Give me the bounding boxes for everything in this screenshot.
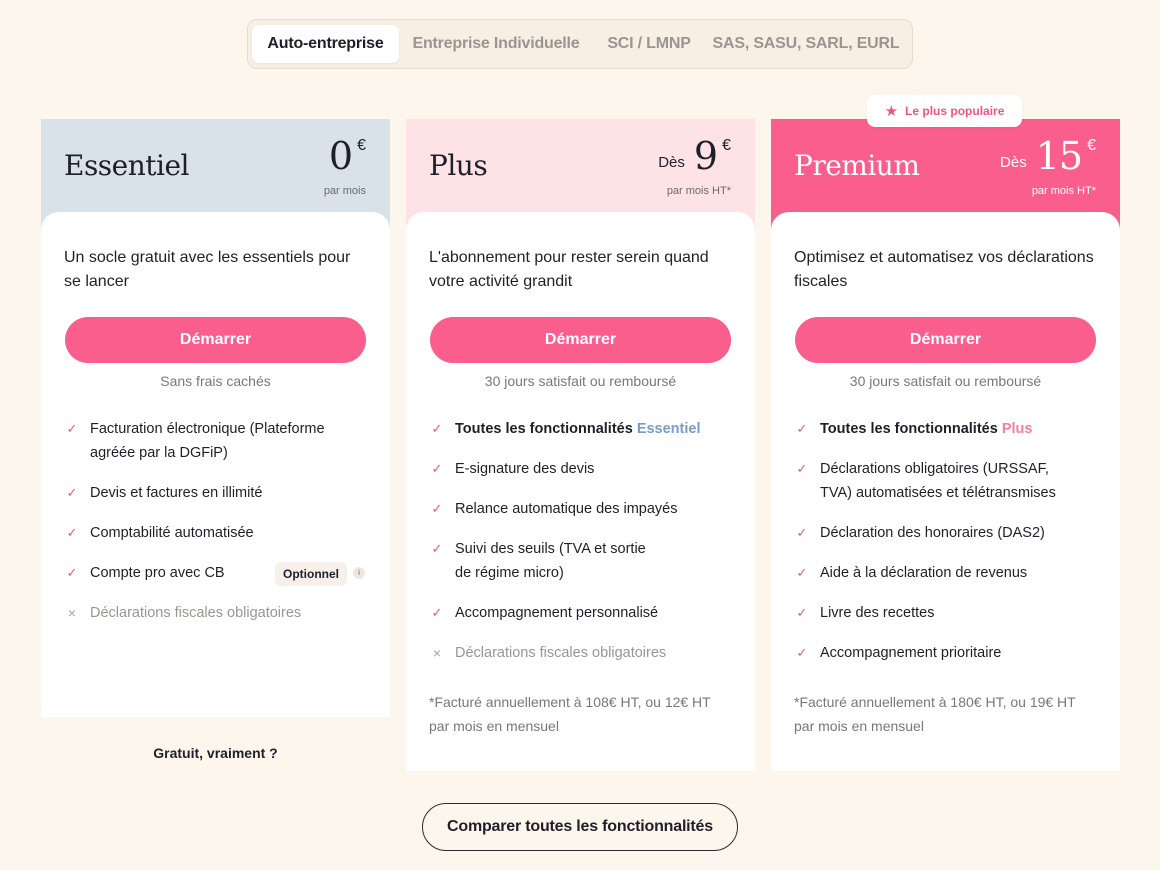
feature-item: ✓ Déclaration des honoraires (DAS2) (795, 521, 1095, 545)
feature-list (795, 417, 1095, 681)
plan-description: Un socle gratuit avec les essentiels pour se lancer (64, 249, 351, 290)
feature-item: ✓ Déclarations obligatoires (URSSAF, TVA) automatisées et télétransmises (795, 457, 1095, 505)
price-period: par mois (323, 185, 366, 197)
feature-item-excluded: × Déclarations fiscales obligatoires (65, 601, 365, 625)
price-period: par mois HT* (666, 185, 731, 197)
check-icon: ✓ (66, 565, 78, 580)
plan-name: Plus (429, 149, 488, 182)
plan-card-plus (406, 119, 755, 771)
plan-name: Premium (794, 149, 920, 182)
check-icon: ✓ (431, 501, 443, 516)
plan-description: Optimisez et automatisez vos déclarations fiscales (794, 249, 1094, 290)
compare-features-button[interactable]: Comparer toutes les fonctionnalités (422, 803, 738, 851)
feature-item: ✓ Livre des recettes (795, 601, 1095, 625)
check-icon: ✓ (431, 461, 443, 476)
price-currency: € (1087, 137, 1096, 154)
check-icon: ✓ (66, 525, 78, 540)
feature-item-excluded: × Déclarations fiscales obligatoires (430, 641, 730, 665)
check-icon: ✓ (431, 605, 443, 620)
check-icon: ✓ (431, 421, 443, 436)
billing-footnote: *Facturé annuellement à 180€ HT, ou 19€ HT par mois en mensuel (794, 694, 1076, 734)
feature-item: ✓ Toutes les fonctionnalités Essentiel (430, 417, 730, 441)
plan-card-essentiel (41, 119, 390, 761)
price-prefix: Dès (1000, 154, 1027, 171)
check-icon: ✓ (431, 541, 443, 556)
feature-item: ✓ Facturation électronique (Plateforme agréée par la DGFiP) (65, 417, 365, 465)
feature-item: ✓ Devis et factures en illimité (65, 481, 365, 505)
feature-item: ✓ E-signature des devis (430, 457, 730, 481)
check-icon: ✓ (66, 485, 78, 500)
plan-body (41, 212, 390, 761)
tab-auto-entreprise[interactable]: Auto-entreprise (252, 25, 399, 63)
popular-badge-label: Le plus populaire (905, 104, 1005, 118)
info-icon[interactable]: i (353, 567, 365, 579)
start-button[interactable]: Démarrer (795, 317, 1096, 363)
plan-price (1000, 133, 1096, 197)
plan-price (324, 133, 366, 197)
check-icon: ✓ (66, 421, 78, 436)
check-icon: ✓ (796, 645, 808, 660)
cross-icon: × (432, 645, 442, 661)
price-amount: 15 (1035, 134, 1083, 178)
feature-list (65, 417, 365, 641)
popular-badge (867, 95, 1022, 127)
plan-description: L'abonnement pour rester serein quand votre activité grandit (429, 249, 709, 290)
star-icon: ★ (884, 103, 899, 120)
price-amount: 9 (693, 134, 718, 178)
plan-body (406, 212, 755, 771)
feature-item: ✓ Relance automatique des impayés (430, 497, 730, 521)
feature-list (430, 417, 730, 681)
feature-item: ✓ Comptabilité automatisée (65, 521, 365, 545)
plan-card-premium (771, 119, 1120, 771)
feature-item: ✓ Accompagnement personnalisé (430, 601, 730, 625)
tab-societes[interactable]: SAS, SASU, SARL, EURL (712, 35, 900, 52)
entity-type-tabs (247, 19, 913, 69)
check-icon: ✓ (796, 461, 808, 476)
check-icon: ✓ (796, 525, 808, 540)
start-button[interactable]: Démarrer (65, 317, 366, 363)
plan-name: Essentiel (64, 149, 190, 182)
price-currency: € (722, 137, 731, 154)
cta-note: 30 jours satisfait ou remboursé (484, 373, 677, 389)
free-explanation-link[interactable]: Gratuit, vraiment ? (153, 745, 278, 761)
plan-price (658, 133, 731, 197)
feature-item: ✓ Suivi des seuils (TVA et sortie de régime micro) (430, 537, 730, 585)
feature-item: ✓ Aide à la déclaration de revenus (795, 561, 1095, 585)
tab-sci-lmnp[interactable]: SCI / LMNP (607, 35, 691, 52)
price-amount: 0 (328, 134, 353, 178)
price-prefix: Dès (658, 154, 685, 171)
check-icon: ✓ (796, 565, 808, 580)
optional-badge: Optionnel (275, 562, 347, 586)
tab-entreprise-individuelle[interactable]: Entreprise Individuelle (412, 35, 580, 52)
start-button[interactable]: Démarrer (430, 317, 731, 363)
feature-item: ✓ Compte pro avec CB Optionnel i (65, 561, 365, 585)
plan-reference: Essentiel (636, 421, 701, 437)
plan-reference: Plus (1001, 421, 1033, 437)
check-icon: ✓ (796, 605, 808, 620)
billing-footnote: *Facturé annuellement à 108€ HT, ou 12€ HT par mois en mensuel (429, 694, 711, 734)
cta-note: 30 jours satisfait ou remboursé (849, 373, 1042, 389)
cross-icon: × (67, 605, 77, 621)
feature-item: ✓ Accompagnement prioritaire (795, 641, 1095, 665)
check-icon: ✓ (796, 421, 808, 436)
price-period: par mois HT* (1031, 185, 1096, 197)
feature-item: ✓ Toutes les fonctionnalités Plus (795, 417, 1095, 441)
cta-note: Sans frais cachés (160, 373, 271, 389)
plan-body (771, 212, 1120, 771)
price-currency: € (357, 137, 366, 154)
